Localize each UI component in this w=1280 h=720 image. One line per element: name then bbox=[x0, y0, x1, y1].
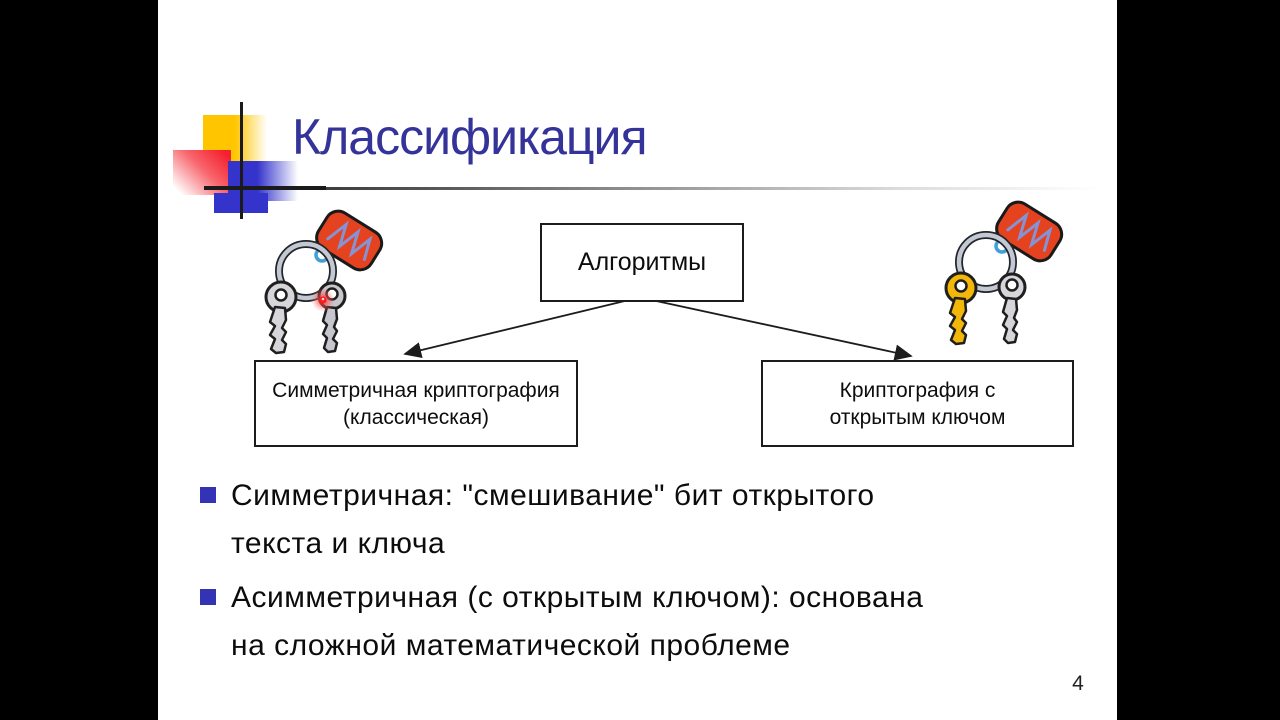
diagram-box-public-key-line1: Криптография с bbox=[839, 378, 996, 402]
key-left-gray bbox=[266, 282, 296, 353]
diagram-box-algorithms bbox=[540, 223, 744, 302]
arrow-to-public-key bbox=[647, 299, 911, 356]
list-item bbox=[200, 574, 1080, 670]
red-tag bbox=[992, 197, 1067, 265]
arrow-to-symmetric bbox=[405, 299, 633, 354]
key-left-gold bbox=[946, 273, 976, 344]
diagram-box-algorithms-label: Алгоритмы bbox=[577, 248, 707, 276]
bullet2-line1: Асимметричная (с открытым ключом): основана bbox=[231, 581, 924, 614]
presentation-slide bbox=[158, 0, 1117, 720]
bullet2-line2: на сложной математической проблеме bbox=[231, 629, 791, 662]
bullet1-line1: Симметричная: "смешивание" бит открытого bbox=[231, 479, 875, 512]
diagram-box-public-key-line2: открытым ключом bbox=[829, 405, 1006, 429]
red-tag bbox=[312, 206, 387, 274]
decoration-crosshair-horizontal bbox=[204, 186, 326, 190]
diagram-box-symmetric bbox=[254, 360, 578, 447]
decoration-crosshair-vertical bbox=[240, 102, 243, 219]
page-number: 4 bbox=[1072, 672, 1084, 695]
page-title: Классификация bbox=[292, 109, 647, 165]
keys-icon bbox=[933, 196, 1073, 346]
key-right-gray bbox=[999, 274, 1025, 343]
keys-icon bbox=[253, 205, 393, 355]
bullet-list bbox=[200, 472, 1080, 670]
bullet-square-icon bbox=[200, 589, 216, 605]
bullet-square-icon bbox=[200, 487, 216, 503]
diagram-box-symmetric-line2: (классическая) bbox=[343, 405, 489, 429]
decoration-horizontal-rule bbox=[204, 187, 1099, 190]
list-item bbox=[200, 472, 1080, 568]
diagram-box-symmetric-line1: Симметричная криптография bbox=[272, 378, 560, 402]
diagram-box-public-key bbox=[761, 360, 1074, 447]
bullet1-line2: текста и ключа bbox=[231, 527, 446, 560]
